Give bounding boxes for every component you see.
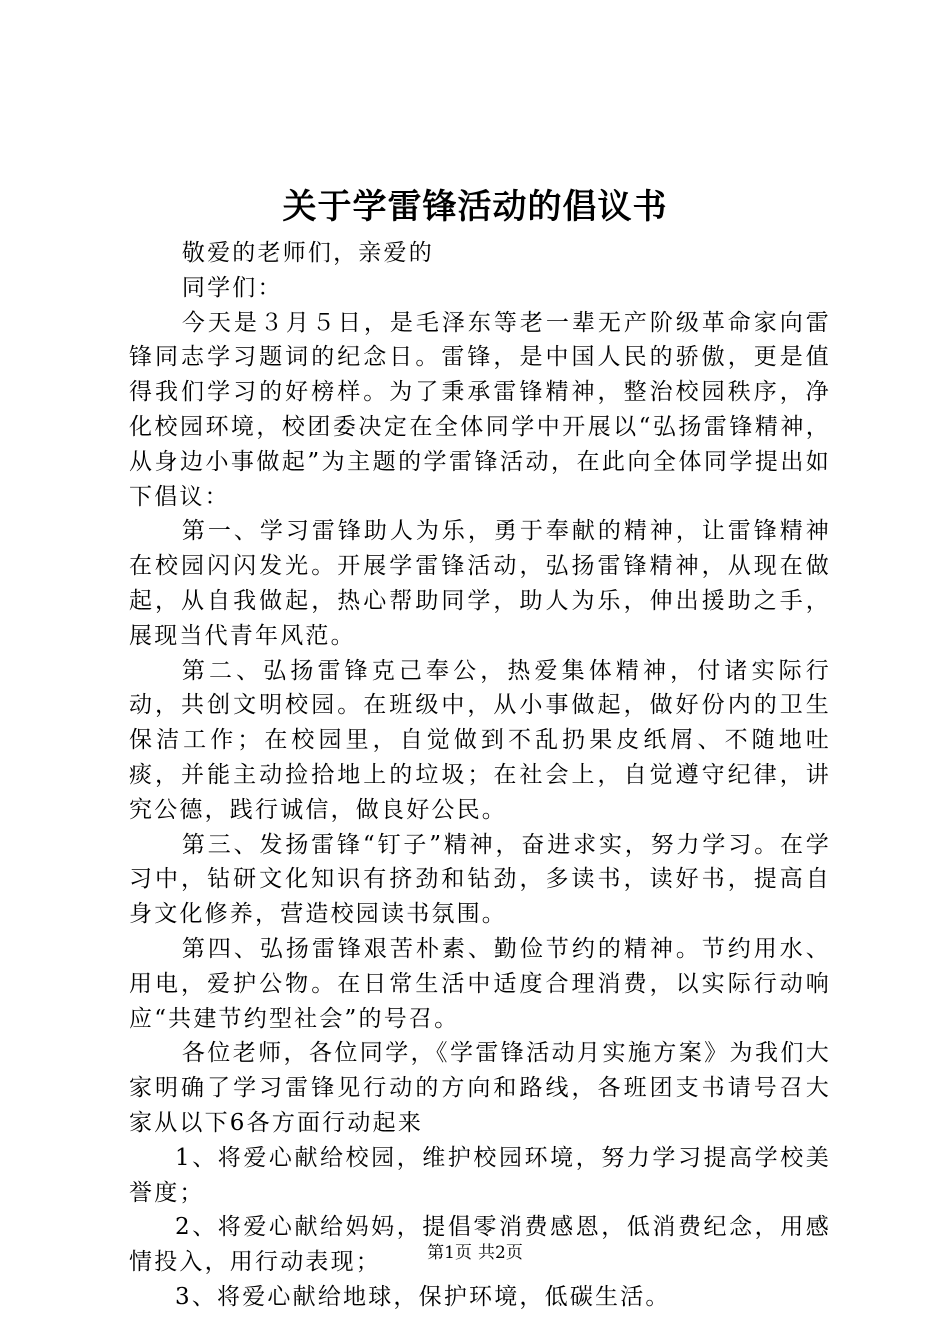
document-body (129, 236, 831, 1315)
salutation-line-2: 同学们： (181, 274, 283, 301)
proposal-first: 第一、学习雷锋助人为乐，勇于奉献的精神，让雷锋精神在校园闪闪发光。开展学雷锋活动，弘扬雷锋精神，从现在做起，从自我做起，热心帮助同学，助人为乐，伸出援助之手，展现当代青年风范。 (129, 518, 831, 649)
list-item: 1、将爱心献给校园，维护校园环境，努力学习提高学校美誉度； (129, 1144, 831, 1206)
call-to-action-paragraph: 各位老师，各位同学，《学雷锋活动月实施方案》为我们大家明确了学习雷锋见行动的方向和路线，各班团支书请号召大家从以下6各方面行动起来 (129, 1040, 831, 1136)
page-number: 第1页 (427, 1243, 472, 1263)
list-item: 2、将爱心献给妈妈，提倡零消费感恩，低消费纪念，用感情投入，用行动表现； (129, 1214, 831, 1276)
proposal-third: 第三、发扬雷锋“钉子”精神，奋进求实，努力学习。在学习中，钻研文化知识有挤劲和钻劲，多读书，读好书，提高自身文化修养，营造校园读书氛围。 (129, 831, 831, 928)
page-total: 共2页 (478, 1243, 523, 1263)
list-item: 3、将爱心献给地球，保护环境，低碳生活。 (175, 1283, 671, 1310)
document-title: 关于学雷锋活动的倡议书 (282, 187, 668, 227)
proposal-second: 第二、弘扬雷锋克己奉公，热爱集体精神，付诸实际行动，共创文明校园。在班级中，从小事做起，做好份内的卫生保洁工作；在校园里，自觉做到不乱扔果皮纸屑、不随地吐痰，并能主动捡拾地上的垃圾；在社会上，自觉遵守纪律，讲究公德，践行诚信，做良好公民。 (129, 657, 831, 823)
intro-paragraph: 今天是３月５日，是毛泽东等老一辈无产阶级革命家向雷锋同志学习题词的纪念日。雷锋，是中国人民的骄傲，更是值得我们学习的好榜样。为了秉承雷锋精神，整治校园秩序，净化校园环境，校团委决定在全体同学中开展以“弘扬雷锋精神，从身边小事做起”为主题的学雷锋活动，在此向全体同学提出如下倡议： (129, 309, 831, 510)
page-footer (0, 1241, 950, 1265)
proposal-fourth: 第四、弘扬雷锋艰苦朴素、勤俭节约的精神。节约用水、用电，爱护公物。在日常生活中适度合理消费，以实际行动响应“共建节约型社会”的号召。 (129, 935, 831, 1032)
salutation-line-1: 敬爱的老师们，亲爱的 (181, 240, 434, 266)
